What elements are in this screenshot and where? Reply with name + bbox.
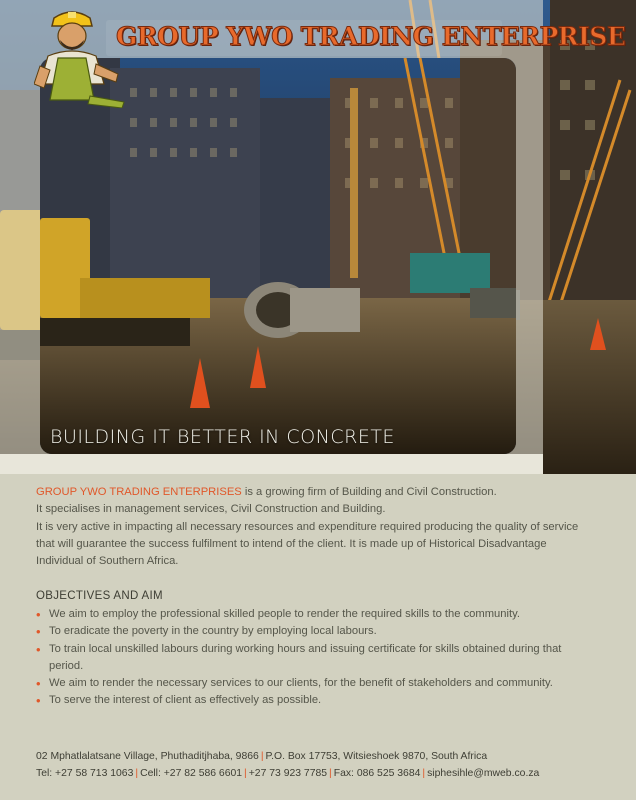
construction-worker-mascot-icon: [34, 8, 126, 108]
objective-item: • We aim to render the necessary services to our clients, for the benefit of stakeholders and community.: [36, 675, 576, 692]
intro-section: [36, 484, 596, 570]
fax: Fax: 086 525 3684: [333, 768, 421, 779]
telephone: Tel: +27 58 713 1063: [36, 768, 134, 779]
intro-line-3: It is very active in impacting all necessary resources and expenditure required producing the quality of service that will guarantee the success fulfilment to intend of the client. It is made up of Historical Disadvantage Individual of Southern Africa.: [36, 520, 579, 568]
separator: |: [135, 768, 139, 779]
intro-line-1: [36, 484, 596, 501]
contact-line: [36, 765, 539, 782]
street-address: 02 Mphatlalatsane Village, Phuthaditjhaba, 9866: [36, 751, 259, 762]
objective-item: • To train local unskilled labours during working hours and issuing certificate for skills obtained during that period.: [36, 641, 576, 676]
cell-phone: Cell: +27 82 586 6601: [140, 768, 243, 779]
objectives-list: [36, 606, 576, 710]
hero-tagline: BUILDING IT BETTER IN CONCRETE: [50, 426, 395, 448]
separator: |: [329, 768, 332, 779]
email-link[interactable]: siphesihle@mweb.co.za: [427, 768, 540, 779]
construction-site-photo-focus: [40, 58, 516, 454]
objectives-heading: OBJECTIVES AND AIM: [36, 590, 163, 602]
address-line: [36, 748, 539, 765]
company-name-highlight: GROUP YWO TRADING ENTERPRISES: [36, 486, 242, 498]
objective-item: • To eradicate the poverty in the country by employing local labours.: [36, 623, 576, 640]
separator: |: [244, 768, 247, 779]
hero-photo-window: [40, 58, 516, 454]
intro-line-2: It specialises in management services, Civil Construction and Building.: [36, 503, 386, 516]
po-box: P.O. Box 17753, Witsieshoek 9870, South Africa: [265, 751, 488, 762]
intro-line-1-text: is a growing firm of Building and Civil Construction.: [241, 486, 497, 498]
hero-bottom-strip: [0, 454, 543, 474]
separator: |: [260, 751, 264, 762]
contact-footer: [36, 748, 539, 782]
cell-phone-2: +27 73 923 7785: [248, 768, 328, 779]
objective-item: • We aim to employ the professional skilled people to render the required skills to the community.: [36, 606, 576, 623]
objective-item: • To serve the interest of client as effectively as possible.: [36, 692, 576, 709]
company-title: GROUP YWO TRADING ENTERPRISE: [116, 22, 626, 51]
separator: |: [422, 768, 426, 779]
